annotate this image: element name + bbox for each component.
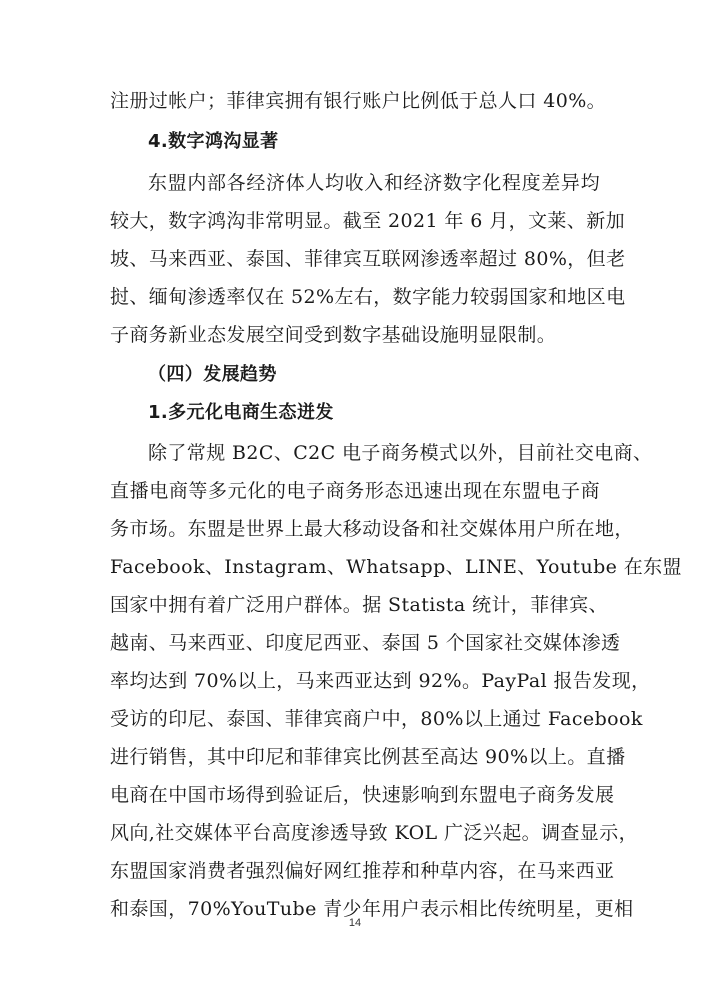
paragraph-line: 和泰国，70%YouTube 青少年用户表示相比传统明星，更相 (110, 898, 634, 920)
paragraph-line: 电商在中国市场得到验证后，快速影响到东盟电子商务发展 (110, 784, 615, 806)
paragraph-line: 较大，数字鸿沟非常明显。截至 2021 年 6 月，文莱、新加 (110, 210, 626, 232)
paragraph-line: 坡、马来西亚、泰国、菲律宾互联网渗透率超过 80%，但老 (110, 248, 626, 270)
paragraph-line: 直播电商等多元化的电子商务形态迅速出现在东盟电子商 (110, 480, 600, 502)
paragraph-line: 国家中拥有着广泛用户群体。据 Statista 统计，菲律宾、 (110, 594, 608, 616)
paragraph-line: 注册过帐户；菲律宾拥有银行账户比例低于总人口 40%。 (110, 90, 607, 112)
paragraph-line: Facebook、Instagram、Whatsapp、LINE、Youtube 在东盟 (110, 556, 682, 578)
paragraph-line: 率均达到 70%以上，马来西亚达到 92%。PayPal 报告发现， (110, 670, 651, 692)
paragraph-line: 东盟内部各经济体人均收入和经济数字化程度差异均 (148, 172, 600, 194)
paragraph-line: 挝、缅甸渗透率仅在 52%左右，数字能力较弱国家和地区电 (110, 286, 626, 308)
paragraph-line: 风向,社交媒体平台高度渗透导致 KOL 广泛兴起。调查显示， (110, 822, 638, 844)
chapter-heading: （四）发展趋势 (148, 364, 277, 385)
paragraph-line: 除了常规 B2C、C2C 电子商务模式以外，目前社交电商、 (148, 442, 653, 464)
paragraph-line: 子商务新业态发展空间受到数字基础设施明显限制。 (110, 324, 557, 346)
paragraph-line: 东盟国家消费者强烈偏好网红推荐和种草内容，在马来西亚 (110, 860, 615, 882)
paragraph-line: 进行销售，其中印尼和菲律宾比例甚至高达 90%以上。直播 (110, 746, 626, 768)
paragraph-line: 务市场。东盟是世界上最大移动设备和社交媒体用户所在地， (110, 518, 634, 540)
paragraph-line: 越南、马来西亚、印度尼西亚、泰国 5 个国家社交媒体渗透 (110, 632, 621, 654)
paragraph-line: 受访的印尼、泰国、菲律宾商户中，80%以上通过 Facebook (110, 708, 643, 730)
section-heading: 4.数字鸿沟显著 (148, 131, 279, 152)
page-number: 14 (348, 917, 362, 929)
section-heading: 1.多元化电商生态迸发 (148, 402, 334, 423)
